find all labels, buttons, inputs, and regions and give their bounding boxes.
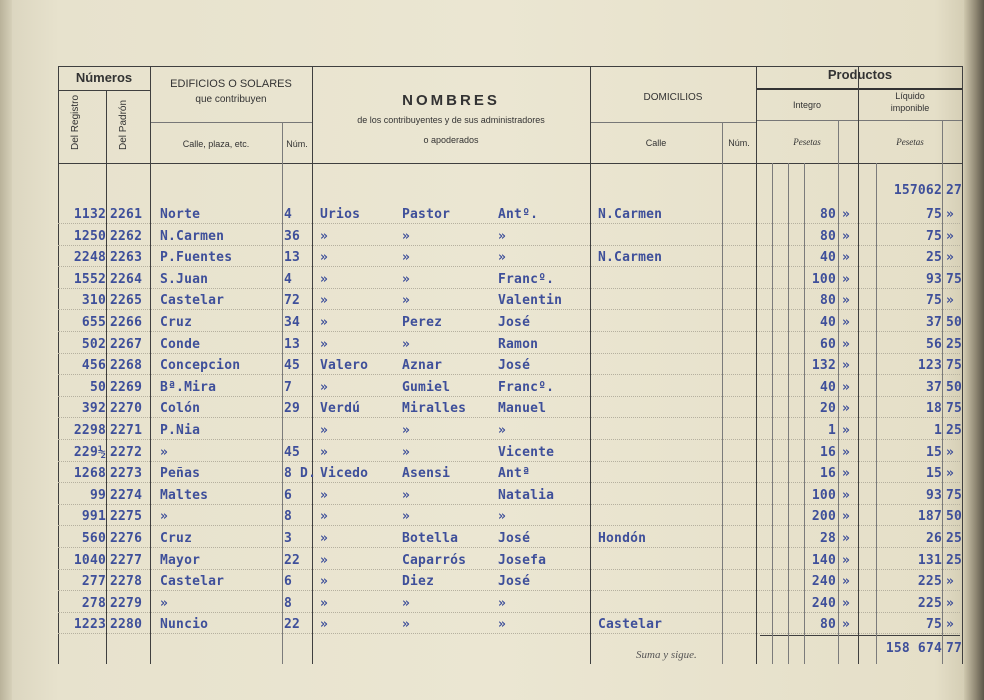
row-given-name: Vicente <box>498 445 555 460</box>
row-rule <box>58 569 960 570</box>
row-street-number: 6 <box>284 488 293 503</box>
row-street-number: 45 <box>284 445 301 460</box>
row-liquido-value: 225 <box>917 596 942 611</box>
row-surname-2: Aznar <box>402 358 443 373</box>
row-liquido-value: 75 <box>925 207 942 222</box>
row-integro-cents: » <box>842 250 851 265</box>
row-registro-number: 502 <box>81 337 106 352</box>
row-street-number: 4 <box>284 272 293 287</box>
row-liquido-value: 15 <box>925 445 942 460</box>
row-integro-value: 40 <box>819 250 836 265</box>
row-integro-cents: » <box>842 445 851 460</box>
col-rule <box>282 122 283 664</box>
col-rule <box>58 66 59 664</box>
numeros-underline <box>58 90 150 91</box>
col-rule <box>756 66 757 664</box>
row-domicile: N.Carmen <box>598 250 663 265</box>
row-registro-number: 1250 <box>73 229 106 244</box>
row-surname-1: » <box>320 337 329 352</box>
row-liquido-cents: » <box>946 229 955 244</box>
row-domicile: N.Carmen <box>598 207 663 222</box>
row-integro-cents: » <box>842 466 851 481</box>
row-street: Castelar <box>160 293 225 308</box>
row-liquido-value: 93 <box>925 272 942 287</box>
row-integro-value: 80 <box>819 229 836 244</box>
row-surname-1: Verdú <box>320 401 361 416</box>
row-liquido-cents: 50 <box>946 380 963 395</box>
row-registro-number: 560 <box>81 531 106 546</box>
header-del-padron: Del Padrón <box>118 99 129 150</box>
row-street: Peñas <box>160 466 201 481</box>
row-given-name: Valentin <box>498 293 563 308</box>
row-integro-cents: » <box>842 596 851 611</box>
header-dom-num: Núm. <box>728 138 750 148</box>
row-liquido-value: 225 <box>917 574 942 589</box>
col-rule <box>722 122 723 664</box>
row-registro-number: 278 <box>81 596 106 611</box>
row-liquido-cents: » <box>946 293 955 308</box>
total-liquido: 158 674 <box>885 641 942 656</box>
header-integro: Integro <box>792 100 822 110</box>
row-given-name: » <box>498 229 507 244</box>
header-bottom-border <box>58 163 962 164</box>
row-street: P.Nia <box>160 423 201 438</box>
row-surname-1: » <box>320 380 329 395</box>
row-street: Concepcion <box>160 358 241 373</box>
row-registro-number: 1268 <box>73 466 106 481</box>
row-liquido-value: 1 <box>933 423 942 438</box>
row-padron-number: 2277 <box>110 553 143 568</box>
row-surname-1: » <box>320 272 329 287</box>
row-surname-1: » <box>320 229 329 244</box>
row-integro-value: 240 <box>811 574 836 589</box>
row-rule <box>58 374 960 375</box>
row-integro-cents: » <box>842 358 851 373</box>
header-del-registro: Del Registro <box>70 94 81 150</box>
row-given-name: » <box>498 596 507 611</box>
header-calle-plaza: Calle, plaza, etc. <box>182 139 250 149</box>
col-rule <box>962 66 963 664</box>
row-surname-2: Diez <box>402 574 435 589</box>
row-surname-1: » <box>320 531 329 546</box>
row-liquido-cents: 25 <box>946 337 963 352</box>
row-given-name: » <box>498 250 507 265</box>
row-liquido-cents: 25 <box>946 423 963 438</box>
row-rule <box>58 439 960 440</box>
row-surname-2: » <box>402 229 411 244</box>
row-liquido-cents: » <box>946 617 955 632</box>
row-surname-1: » <box>320 488 329 503</box>
row-liquido-value: 75 <box>925 229 942 244</box>
row-liquido-cents: 75 <box>946 488 963 503</box>
row-surname-1: » <box>320 617 329 632</box>
row-surname-1: » <box>320 445 329 460</box>
total-line <box>760 635 960 636</box>
row-padron-number: 2271 <box>110 423 143 438</box>
row-surname-1: Vicedo <box>320 466 369 481</box>
row-street: Mayor <box>160 553 201 568</box>
row-surname-2: » <box>402 617 411 632</box>
carry-forward-liquido: 157062 <box>893 183 942 198</box>
row-surname-1: » <box>320 423 329 438</box>
row-padron-number: 2265 <box>110 293 143 308</box>
row-surname-1: » <box>320 293 329 308</box>
row-integro-value: 80 <box>819 207 836 222</box>
row-surname-2: » <box>402 445 411 460</box>
row-rule <box>58 331 960 332</box>
row-street: N.Carmen <box>160 229 225 244</box>
row-surname-2: » <box>402 272 411 287</box>
row-integro-cents: » <box>842 574 851 589</box>
row-rule <box>58 288 960 289</box>
header-edificios: EDIFICIOS O SOLARES <box>170 78 292 90</box>
row-surname-2: Pastor <box>402 207 451 222</box>
row-integro-value: 200 <box>811 509 836 524</box>
row-integro-cents: » <box>842 380 851 395</box>
row-integro-cents: » <box>842 229 851 244</box>
row-registro-number: 277 <box>81 574 106 589</box>
row-liquido-value: 18 <box>925 401 942 416</box>
row-given-name: Francº. <box>498 380 555 395</box>
col-rule <box>312 66 313 664</box>
row-surname-2: » <box>402 509 411 524</box>
row-surname-2: Asensi <box>402 466 451 481</box>
row-registro-number: 1552 <box>73 272 106 287</box>
row-rule <box>58 461 960 462</box>
row-surname-2: Botella <box>402 531 459 546</box>
row-street: Conde <box>160 337 201 352</box>
col-rule <box>590 66 591 664</box>
row-registro-number: 1132 <box>73 207 106 222</box>
row-street-number: 8 D. <box>284 466 317 481</box>
row-integro-cents: » <box>842 509 851 524</box>
col-rule <box>106 90 107 664</box>
row-registro-number: 99 <box>89 488 106 503</box>
row-rule <box>58 266 960 267</box>
row-padron-number: 2274 <box>110 488 143 503</box>
row-integro-value: 60 <box>819 337 836 352</box>
row-registro-number: 392 <box>81 401 106 416</box>
row-padron-number: 2278 <box>110 574 143 589</box>
row-street-number: 72 <box>284 293 301 308</box>
row-rule <box>58 525 960 526</box>
row-integro-value: 100 <box>811 272 836 287</box>
row-street-number: 22 <box>284 617 301 632</box>
row-integro-value: 80 <box>819 293 836 308</box>
row-surname-2: » <box>402 488 411 503</box>
header-numeros: Números <box>75 70 133 85</box>
row-rule <box>58 504 960 505</box>
row-given-name: Francº. <box>498 272 555 287</box>
row-given-name: José <box>498 315 531 330</box>
col-rule <box>772 163 773 664</box>
row-liquido-value: 37 <box>925 315 942 330</box>
row-padron-number: 2268 <box>110 358 143 373</box>
row-integro-value: 16 <box>819 466 836 481</box>
suma-y-sigue: Suma y sigue. <box>636 649 697 661</box>
row-street: » <box>160 445 169 460</box>
row-surname-2: Perez <box>402 315 443 330</box>
row-registro-number: 991 <box>81 509 106 524</box>
row-integro-value: 16 <box>819 445 836 460</box>
row-integro-cents: » <box>842 553 851 568</box>
row-street: Cruz <box>160 531 193 546</box>
row-padron-number: 2262 <box>110 229 143 244</box>
row-padron-number: 2273 <box>110 466 143 481</box>
row-integro-value: 132 <box>811 358 836 373</box>
row-surname-1: » <box>320 509 329 524</box>
header-productos: Productos <box>827 67 893 82</box>
row-registro-number: 1223 <box>73 617 106 632</box>
row-registro-number: 229½ <box>73 445 106 460</box>
row-given-name: » <box>498 423 507 438</box>
row-liquido-cents: 50 <box>946 315 963 330</box>
row-registro-number: 50 <box>89 380 106 395</box>
row-rule <box>58 245 960 246</box>
row-padron-number: 2275 <box>110 509 143 524</box>
row-liquido-value: 75 <box>925 617 942 632</box>
row-surname-1: » <box>320 574 329 589</box>
row-liquido-value: 93 <box>925 488 942 503</box>
row-street: P.Fuentes <box>160 250 233 265</box>
row-street-number: 8 <box>284 509 293 524</box>
row-liquido-cents: 75 <box>946 358 963 373</box>
row-integro-value: 240 <box>811 596 836 611</box>
pesetas-underline <box>756 120 962 121</box>
row-surname-1: » <box>320 250 329 265</box>
row-domicile: Hondón <box>598 531 647 546</box>
row-integro-cents: » <box>842 423 851 438</box>
row-domicile: Castelar <box>598 617 663 632</box>
row-registro-number: 2298 <box>73 423 106 438</box>
row-street: Bª.Mira <box>160 380 217 395</box>
row-liquido-cents: 25 <box>946 531 963 546</box>
header-liquido: Líquido <box>895 91 925 101</box>
row-integro-value: 40 <box>819 380 836 395</box>
row-padron-number: 2263 <box>110 250 143 265</box>
header-domicilios: DOMICILIOS <box>643 92 703 103</box>
row-street-number: 45 <box>284 358 301 373</box>
row-integro-value: 1 <box>827 423 836 438</box>
row-rule <box>58 547 960 548</box>
row-liquido-value: 37 <box>925 380 942 395</box>
row-rule <box>58 590 960 591</box>
row-integro-value: 40 <box>819 315 836 330</box>
row-given-name: Natalia <box>498 488 555 503</box>
row-surname-2: Miralles <box>402 401 467 416</box>
row-liquido-cents: » <box>946 207 955 222</box>
page-left-edge <box>0 0 12 700</box>
total-cents: 77 <box>946 641 963 656</box>
row-registro-number: 310 <box>81 293 106 308</box>
row-padron-number: 2270 <box>110 401 143 416</box>
row-padron-number: 2264 <box>110 272 143 287</box>
header-dom-calle: Calle <box>645 138 667 148</box>
row-liquido-cents: » <box>946 445 955 460</box>
header-edificios-sub: que contribuyen <box>195 94 267 105</box>
row-liquido-cents: 75 <box>946 272 963 287</box>
row-padron-number: 2261 <box>110 207 143 222</box>
header-nombres-sub2: o apoderados <box>423 135 479 145</box>
row-liquido-value: 131 <box>917 553 942 568</box>
row-given-name: José <box>498 531 531 546</box>
row-padron-number: 2276 <box>110 531 143 546</box>
row-given-name: José <box>498 358 531 373</box>
col-rule <box>150 66 151 664</box>
row-surname-2: » <box>402 337 411 352</box>
row-street-number: 13 <box>284 337 301 352</box>
row-liquido-cents: 50 <box>946 509 963 524</box>
row-padron-number: 2280 <box>110 617 143 632</box>
row-padron-number: 2272 <box>110 445 143 460</box>
row-rule <box>58 633 960 634</box>
row-street: Norte <box>160 207 201 222</box>
row-integro-cents: » <box>842 272 851 287</box>
row-surname-2: Gumiel <box>402 380 451 395</box>
row-integro-value: 28 <box>819 531 836 546</box>
row-surname-1: » <box>320 553 329 568</box>
row-given-name: Manuel <box>498 401 547 416</box>
row-street-number: 36 <box>284 229 301 244</box>
row-liquido-value: 123 <box>917 358 942 373</box>
row-street: » <box>160 596 169 611</box>
row-surname-2: Caparrós <box>402 553 467 568</box>
row-street-number: 13 <box>284 250 301 265</box>
row-registro-number: 456 <box>81 358 106 373</box>
row-surname-1: Valero <box>320 358 369 373</box>
row-integro-cents: » <box>842 617 851 632</box>
row-given-name: Antª <box>498 466 531 481</box>
col-rule <box>858 66 859 664</box>
header-nombres: NOMBRES <box>402 92 500 109</box>
row-given-name: Josefa <box>498 553 547 568</box>
row-street: Cruz <box>160 315 193 330</box>
row-street: Maltes <box>160 488 209 503</box>
row-rule <box>58 417 960 418</box>
row-liquido-cents: » <box>946 250 955 265</box>
row-integro-value: 140 <box>811 553 836 568</box>
header-num: Núm. <box>286 139 308 149</box>
row-liquido-value: 26 <box>925 531 942 546</box>
row-street-number: 6 <box>284 574 293 589</box>
carry-forward-cents: 27 <box>946 183 963 198</box>
row-liquido-value: 25 <box>925 250 942 265</box>
row-surname-2: » <box>402 423 411 438</box>
row-rule <box>58 482 960 483</box>
row-liquido-value: 75 <box>925 293 942 308</box>
row-rule <box>58 396 960 397</box>
domicilios-underline <box>590 122 756 123</box>
productos-underline <box>756 88 962 90</box>
header-pesetas-integro: Pesetas <box>793 137 821 147</box>
row-padron-number: 2269 <box>110 380 143 395</box>
row-liquido-value: 15 <box>925 466 942 481</box>
row-liquido-cents: 75 <box>946 401 963 416</box>
header-pesetas-liquido: Pesetas <box>896 137 924 147</box>
row-integro-cents: » <box>842 531 851 546</box>
row-given-name: Antº. <box>498 207 539 222</box>
row-street-number: 22 <box>284 553 301 568</box>
row-registro-number: 1040 <box>73 553 106 568</box>
row-registro-number: 655 <box>81 315 106 330</box>
col-rule <box>942 120 943 664</box>
row-given-name: » <box>498 509 507 524</box>
row-registro-number: 2248 <box>73 250 106 265</box>
header-nombres-sub1: de los contribuyentes y de sus administradores <box>357 115 545 125</box>
row-padron-number: 2267 <box>110 337 143 352</box>
row-rule <box>58 309 960 310</box>
row-rule <box>58 612 960 613</box>
book-binding <box>964 0 984 700</box>
row-surname-2: » <box>402 596 411 611</box>
row-integro-value: 20 <box>819 401 836 416</box>
header-imponible: imponible <box>890 103 930 113</box>
row-integro-cents: » <box>842 315 851 330</box>
row-street-number: 34 <box>284 315 301 330</box>
row-street-number: 7 <box>284 380 293 395</box>
row-street-number: 29 <box>284 401 301 416</box>
row-integro-cents: » <box>842 488 851 503</box>
row-liquido-value: 187 <box>917 509 942 524</box>
row-liquido-cents: » <box>946 574 955 589</box>
row-padron-number: 2266 <box>110 315 143 330</box>
row-surname-1: Urios <box>320 207 361 222</box>
row-street-number: 3 <box>284 531 293 546</box>
row-liquido-cents: » <box>946 596 955 611</box>
row-integro-cents: » <box>842 207 851 222</box>
row-surname-2: » <box>402 250 411 265</box>
col-rule <box>838 120 839 664</box>
row-integro-value: 80 <box>819 617 836 632</box>
row-street: » <box>160 509 169 524</box>
row-integro-cents: » <box>842 401 851 416</box>
row-integro-value: 100 <box>811 488 836 503</box>
row-given-name: José <box>498 574 531 589</box>
row-integro-cents: » <box>842 293 851 308</box>
row-street: Colón <box>160 401 201 416</box>
row-integro-cents: » <box>842 337 851 352</box>
row-rule <box>58 223 960 224</box>
row-given-name: » <box>498 617 507 632</box>
row-surname-1: » <box>320 315 329 330</box>
row-liquido-cents: 25 <box>946 553 963 568</box>
row-given-name: Ramon <box>498 337 539 352</box>
row-rule <box>58 353 960 354</box>
row-liquido-cents: » <box>946 466 955 481</box>
row-surname-2: » <box>402 293 411 308</box>
edificios-underline <box>150 122 312 123</box>
row-liquido-value: 56 <box>925 337 942 352</box>
row-street-number: 4 <box>284 207 293 222</box>
row-street: Nuncio <box>160 617 209 632</box>
row-street-number: 8 <box>284 596 293 611</box>
row-street: S.Juan <box>160 272 209 287</box>
row-surname-1: » <box>320 596 329 611</box>
row-street: Castelar <box>160 574 225 589</box>
row-padron-number: 2279 <box>110 596 143 611</box>
